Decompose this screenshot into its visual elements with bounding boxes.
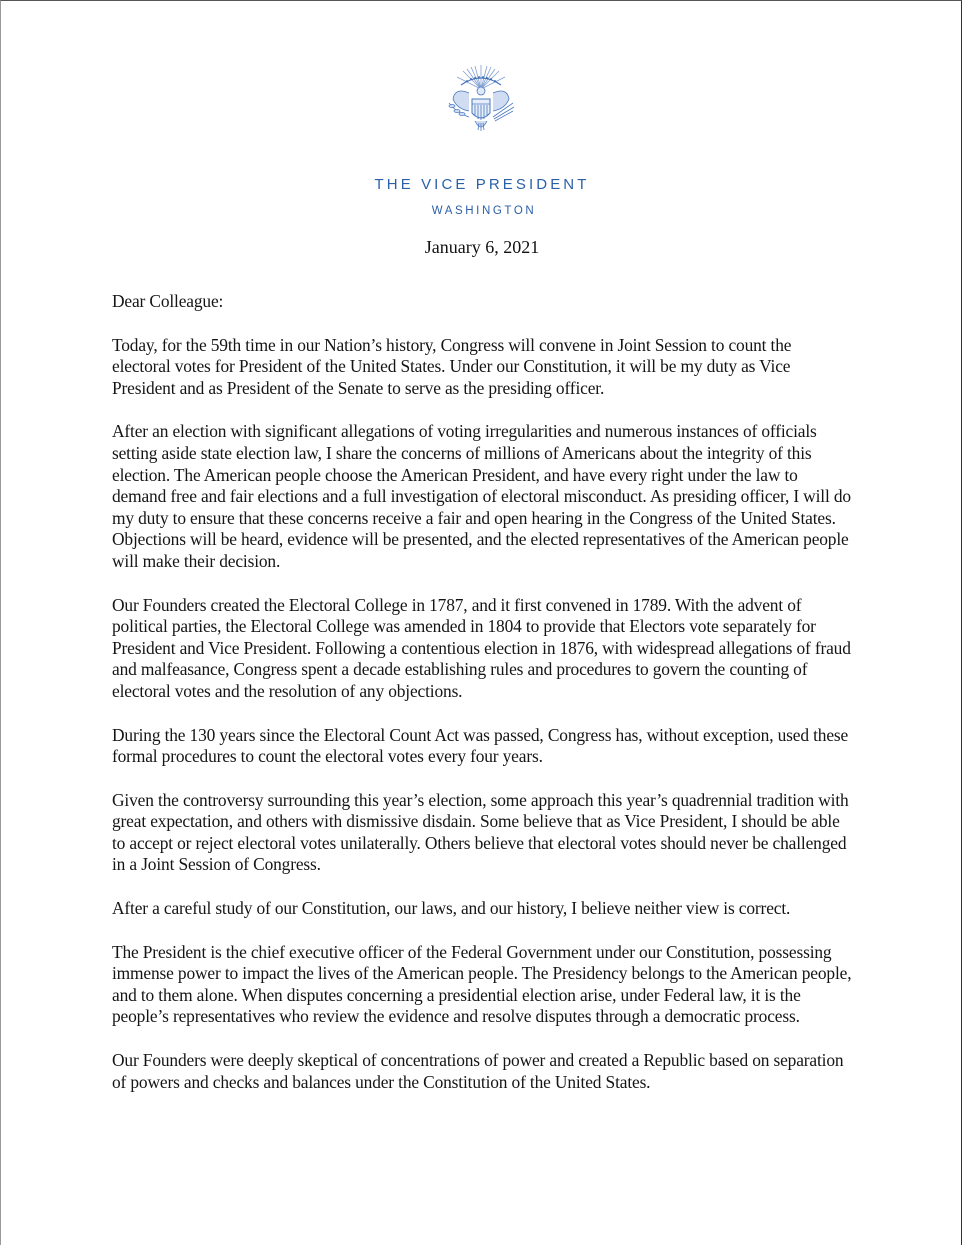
paragraph-2: After an election with significant allegations of voting irregularities and numerous instances of officials setting aside state election law, I share the concerns of millions of Americans about the integrity of this election. The American people choose the American President, and have every right under the law to demand free and fair elections and a full investigation of electoral misconduct. As presiding officer, I will do my duty to ensure that these concerns receive a fair and open hearing in the Congress of the United States. Objections will be heard, evidence will be presented, and the elected representatives of the American people will make their decision.: [112, 421, 851, 571]
paragraph-3: Our Founders created the Electoral College in 1787, and it first convened in 1789. With the advent of political parties, the Electoral College was amended in 1804 to provide that Electors vote separately for President and Vice President. Following a contentious election in 1876, with widespread allegations of fraud and malfeasance, Congress spent a decade establishing rules and procedures to govern the counting of electoral votes and the resolution of any objections.: [112, 594, 851, 701]
letterhead-title: THE VICE PRESIDENT: [374, 176, 590, 193]
letter-date: January 6, 2021: [424, 237, 540, 257]
paragraph-1: Today, for the 59th time in our Nation’s history, Congress will convene in Joint Session to count the electoral votes for President of the United States. Under our Constitution, it will be my duty as Vice President and as President of the Senate to serve as the presiding officer.: [112, 334, 792, 398]
vice-presidential-seal-icon: [439, 63, 523, 143]
paragraph-6: After a careful study of our Constitution, our laws, and our history, I believe neither view is correct.: [112, 898, 791, 919]
letterhead-location: WASHINGTON: [431, 205, 537, 217]
paragraph-5: Given the controversy surrounding this year’s election, some approach this year’s quadrennial tradition with great expectation, and others with dismissive disdain. Some believe that as Vice President, I should be able to accept or reject electoral votes unilaterally. Others believe that electoral votes should never be challenged in a Joint Session of Congress.: [112, 789, 849, 875]
paragraph-7: The President is the chief executive officer of the Federal Government under our Constitution, possessing immense power to impact the lives of the American people. The Presidency belongs to the American people, and to them alone. When disputes concerning a presidential election arise, under Federal law, it is the people’s representatives who review the evidence and resolve disputes through a democratic process.: [112, 941, 852, 1027]
paragraph-8: Our Founders were deeply skeptical of concentrations of power and created a Republic based on separation of powers and checks and balances under the Constitution of the United States.: [112, 1050, 844, 1092]
salutation: Dear Colleague:: [112, 291, 224, 311]
letter-body: [112, 291, 852, 1115]
letter-page: [1, 1, 962, 1246]
paragraph-4: During the 130 years since the Electoral Count Act was passed, Congress has, without exception, used these formal procedures to count the electoral votes every four years.: [112, 724, 849, 767]
